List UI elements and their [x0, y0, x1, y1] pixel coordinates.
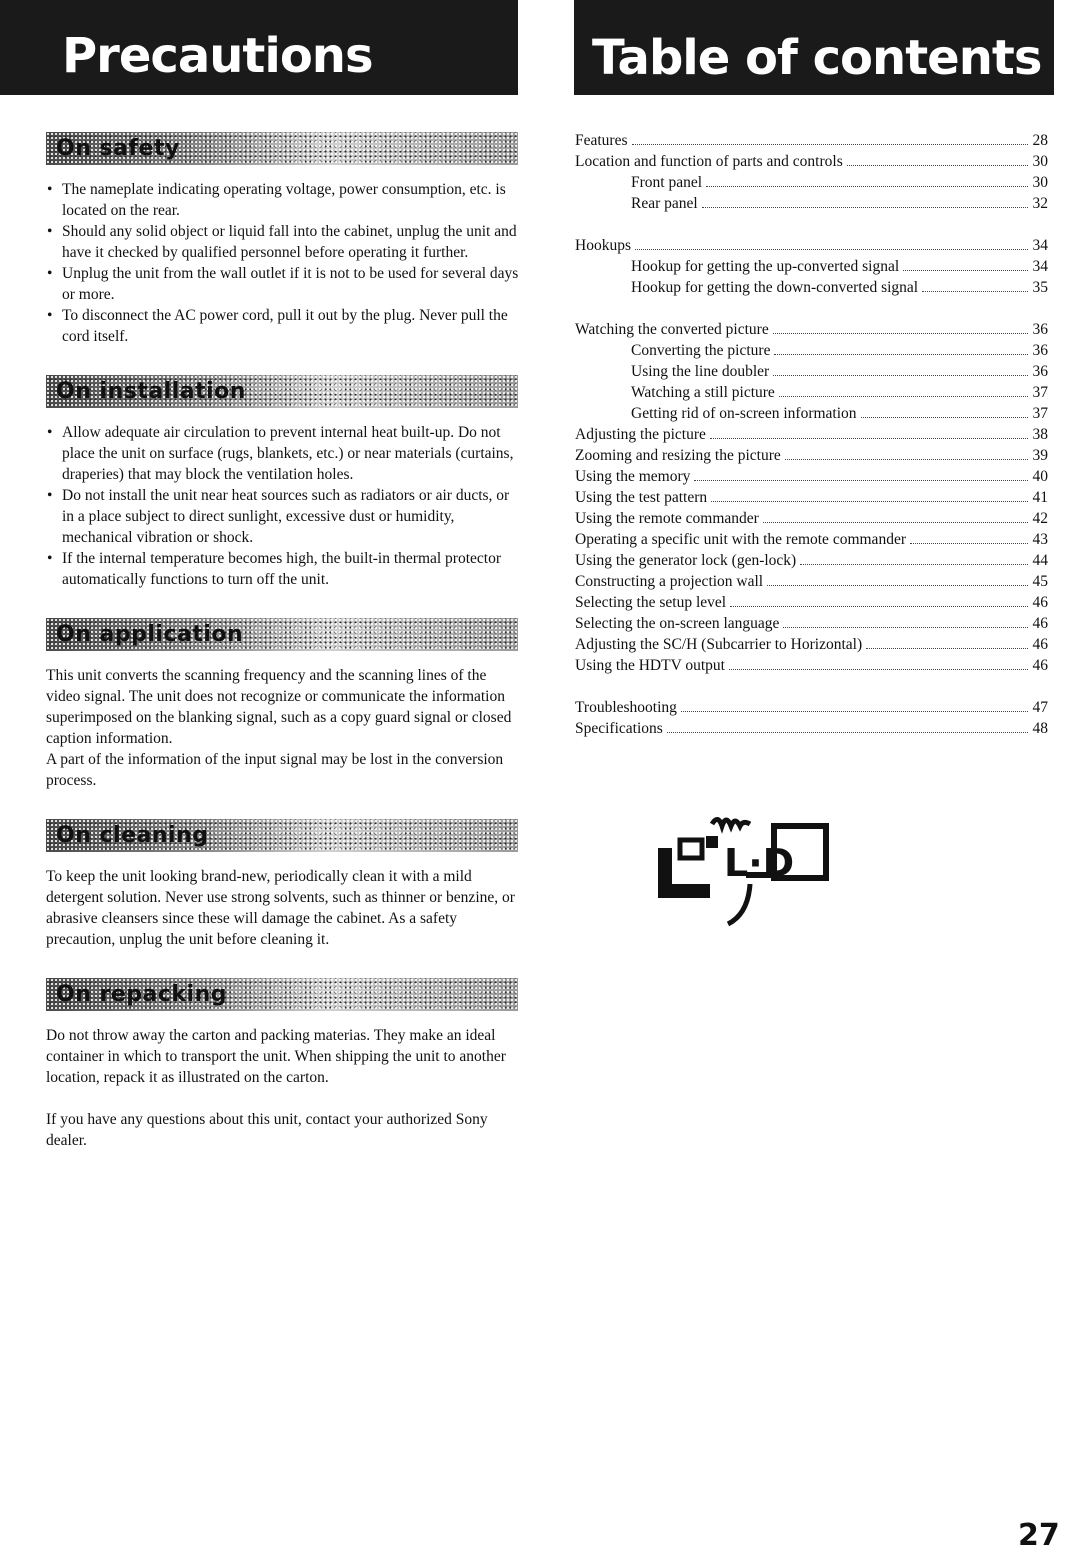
- toc-entry-title: Operating a specific unit with the remote commander: [575, 531, 906, 548]
- ld-logo-icon: [650, 800, 830, 930]
- list-item: • Do not install the unit near heat sources such as radiators or air ducts, or in a place subject to direct sunlight, excessive dust or humidity, mechanical vibration or shock.: [46, 485, 521, 548]
- toc-entry-page: 34: [1032, 237, 1048, 254]
- leader-dots: [632, 144, 1028, 145]
- closing-note: If you have any questions about this unit, contact your authorized Sony dealer.: [46, 1111, 488, 1149]
- list-item: • Allow adequate air circulation to prevent internal heat built-up. Do not place the unit on surface (rugs, blankets, etc.) or near materials (curtains, draperies) that may block the ventilation holes.: [46, 422, 521, 485]
- toc-entry-page: 32: [1032, 195, 1048, 212]
- leader-dots: [800, 564, 1027, 565]
- toc-entry-page: 39: [1032, 447, 1048, 464]
- toc-entry-title: Specifications: [575, 720, 663, 737]
- toc-entry-title: Troubleshooting: [575, 699, 677, 716]
- leader-dots: [711, 501, 1027, 502]
- leader-dots: [694, 480, 1027, 481]
- toc-entry-page: 46: [1032, 615, 1048, 632]
- list-item: • The nameplate indicating operating voltage, power consumption, etc. is located on the rear.: [46, 179, 521, 221]
- toc-entry: [575, 130, 1048, 151]
- toc-entry-page: 30: [1032, 153, 1048, 170]
- toc-entry: [575, 319, 1048, 340]
- safety-list: [46, 179, 521, 347]
- section-heading-text: On application: [56, 622, 244, 647]
- toc-entry-title: Using the HDTV output: [575, 657, 725, 674]
- toc-entry-title: Using the test pattern: [575, 489, 708, 506]
- toc-entry: [575, 466, 1048, 487]
- installation-list: [46, 422, 521, 590]
- section-heading-cleaning: [46, 819, 518, 852]
- toc-entry-title: Using the memory: [575, 468, 691, 485]
- section-heading-text: On cleaning: [56, 823, 209, 848]
- toc-list: [575, 130, 1048, 739]
- toc-entry: [575, 550, 1048, 571]
- toc-entry: [575, 172, 1048, 193]
- leader-dots: [861, 417, 1028, 418]
- toc-entry-title: Rear panel: [631, 195, 698, 212]
- toc-entry: [575, 487, 1048, 508]
- leader-dots: [903, 270, 1027, 271]
- toc-entry-page: 44: [1032, 552, 1048, 569]
- toc-entry-page: 36: [1032, 363, 1048, 380]
- toc-entry-title: Selecting the on-screen language: [575, 615, 780, 632]
- logo-text: L·D: [724, 841, 795, 885]
- repacking-paragraph: Do not throw away the carton and packing materias. They make an ideal container in which to transport the unit. When shipping the unit to another location, repack it as illustrated on the carton.: [46, 1027, 506, 1086]
- toc-entry-page: 37: [1032, 405, 1048, 422]
- leader-dots: [773, 375, 1027, 376]
- toc-entry-title: Adjusting the picture: [575, 426, 706, 443]
- application-paragraph: This unit converts the scanning frequency and the scanning lines of the video signal. The unit does not recognize or communicate the information superimposed on the blanking signal, such as a copy guard signal or closed caption information.: [46, 667, 512, 747]
- toc-entry-title: Front panel: [631, 174, 703, 191]
- section-heading-text: On safety: [56, 136, 180, 161]
- cleaning-paragraph: To keep the unit looking brand-new, periodically clean it with a mild detergent solution. Never use strong solvents, such as thinner or benzine, or abrasive cleansers since these will damage the cabinet. As a safety precaution, unplug the unit before cleaning it.: [46, 868, 515, 948]
- page-number: 27: [1018, 1518, 1060, 1553]
- precautions-title: Precautions: [0, 0, 518, 95]
- toc-entry-page: 48: [1032, 720, 1048, 737]
- toc-entry-title: Zooming and resizing the picture: [575, 447, 781, 464]
- toc-entry-title: Watching a still picture: [631, 384, 775, 401]
- toc-entry-page: 36: [1032, 321, 1048, 338]
- toc-entry: [575, 508, 1048, 529]
- toc-entry-page: 36: [1032, 342, 1048, 359]
- toc-entry-title: Hookup for getting the up-converted signal: [631, 258, 900, 275]
- toc-entry-title: Watching the converted picture: [575, 321, 769, 338]
- toc-entry: [575, 277, 1048, 298]
- toc-entry: [575, 634, 1048, 655]
- toc-entry: [575, 193, 1048, 214]
- toc-entry-title: Location and function of parts and controls: [575, 153, 843, 170]
- leader-dots: [847, 165, 1028, 166]
- toc-entry-title: Hookup for getting the down-converted signal: [631, 279, 919, 296]
- leader-dots: [866, 648, 1027, 649]
- section-heading-text: On installation: [56, 379, 246, 404]
- leader-dots: [785, 459, 1028, 460]
- leader-dots: [922, 291, 1027, 292]
- toc-entry-title: Adjusting the SC/H (Subcarrier to Horizontal): [575, 636, 863, 653]
- section-heading-repacking: [46, 978, 518, 1011]
- leader-dots: [729, 669, 1028, 670]
- leader-dots: [773, 333, 1028, 334]
- toc-entry: [575, 235, 1048, 256]
- leader-dots: [910, 543, 1028, 544]
- toc-entry: [575, 424, 1048, 445]
- toc-title: Table of contents: [574, 0, 1054, 95]
- toc-entry-title: Using the generator lock (gen-lock): [575, 552, 797, 569]
- toc-entry-page: 38: [1032, 426, 1048, 443]
- leader-dots: [767, 585, 1027, 586]
- leader-dots: [779, 396, 1028, 397]
- toc-entry: [575, 613, 1048, 634]
- toc-entry: [575, 571, 1048, 592]
- leader-dots: [706, 186, 1027, 187]
- leader-dots: [774, 354, 1027, 355]
- toc-entry-page: 42: [1032, 510, 1048, 527]
- toc-entry: [575, 256, 1048, 277]
- toc-entry: [575, 529, 1048, 550]
- toc-entry-page: 41: [1032, 489, 1048, 506]
- toc-entry: [575, 718, 1048, 739]
- toc-entry-title: Converting the picture: [631, 342, 771, 359]
- leader-dots: [710, 438, 1028, 439]
- toc-entry-title: Hookups: [575, 237, 631, 254]
- leader-dots: [681, 711, 1028, 712]
- toc-entry-page: 46: [1032, 636, 1048, 653]
- toc-entry-page: 40: [1032, 468, 1048, 485]
- toc-entry: [575, 403, 1048, 424]
- toc-entry-page: 43: [1032, 531, 1048, 548]
- toc-entry-page: 34: [1032, 258, 1048, 275]
- toc-entry: [575, 361, 1048, 382]
- toc-entry-page: 46: [1032, 594, 1048, 611]
- leader-dots: [702, 207, 1028, 208]
- toc-entry-page: 28: [1032, 132, 1048, 149]
- section-heading-text: On repacking: [56, 982, 228, 1007]
- list-item: • If the internal temperature becomes high, the built-in thermal protector automatically functions to turn off the unit.: [46, 548, 521, 590]
- toc-entry-page: 47: [1032, 699, 1048, 716]
- toc-entry-page: 37: [1032, 384, 1048, 401]
- leader-dots: [783, 627, 1027, 628]
- toc-entry-title: Using the line doubler: [631, 363, 770, 380]
- toc-entry-page: 30: [1032, 174, 1048, 191]
- toc-entry: [575, 340, 1048, 361]
- toc-entry: [575, 697, 1048, 718]
- toc-entry-title: Features: [575, 132, 628, 149]
- leader-dots: [635, 249, 1028, 250]
- toc-entry: [575, 382, 1048, 403]
- toc-entry-title: Using the remote commander: [575, 510, 759, 527]
- section-heading-safety: [46, 132, 518, 165]
- toc-entry-page: 46: [1032, 657, 1048, 674]
- list-item: • Should any solid object or liquid fall into the cabinet, unplug the unit and have it checked by qualified personnel before operating it further.: [46, 221, 521, 263]
- toc-entry: [575, 151, 1048, 172]
- list-item: • To disconnect the AC power cord, pull it out by the plug. Never pull the cord itself.: [46, 305, 521, 347]
- section-heading-installation: [46, 375, 518, 408]
- precautions-column: [46, 132, 521, 1151]
- toc-entry-title: Getting rid of on-screen information: [631, 405, 857, 422]
- toc-entry-page: 45: [1032, 573, 1048, 590]
- leader-dots: [730, 606, 1027, 607]
- leader-dots: [763, 522, 1028, 523]
- application-paragraph: A part of the information of the input signal may be lost in the conversion process.: [46, 751, 504, 789]
- leader-dots: [667, 732, 1028, 733]
- toc-entry-page: 35: [1032, 279, 1048, 296]
- toc-entry: [575, 592, 1048, 613]
- toc-entry: [575, 655, 1048, 676]
- toc-entry-title: Selecting the setup level: [575, 594, 727, 611]
- list-item: • Unplug the unit from the wall outlet if it is not to be used for several days or more.: [46, 263, 521, 305]
- toc-entry-title: Constructing a projection wall: [575, 573, 764, 590]
- section-heading-application: [46, 618, 518, 651]
- toc-entry: [575, 445, 1048, 466]
